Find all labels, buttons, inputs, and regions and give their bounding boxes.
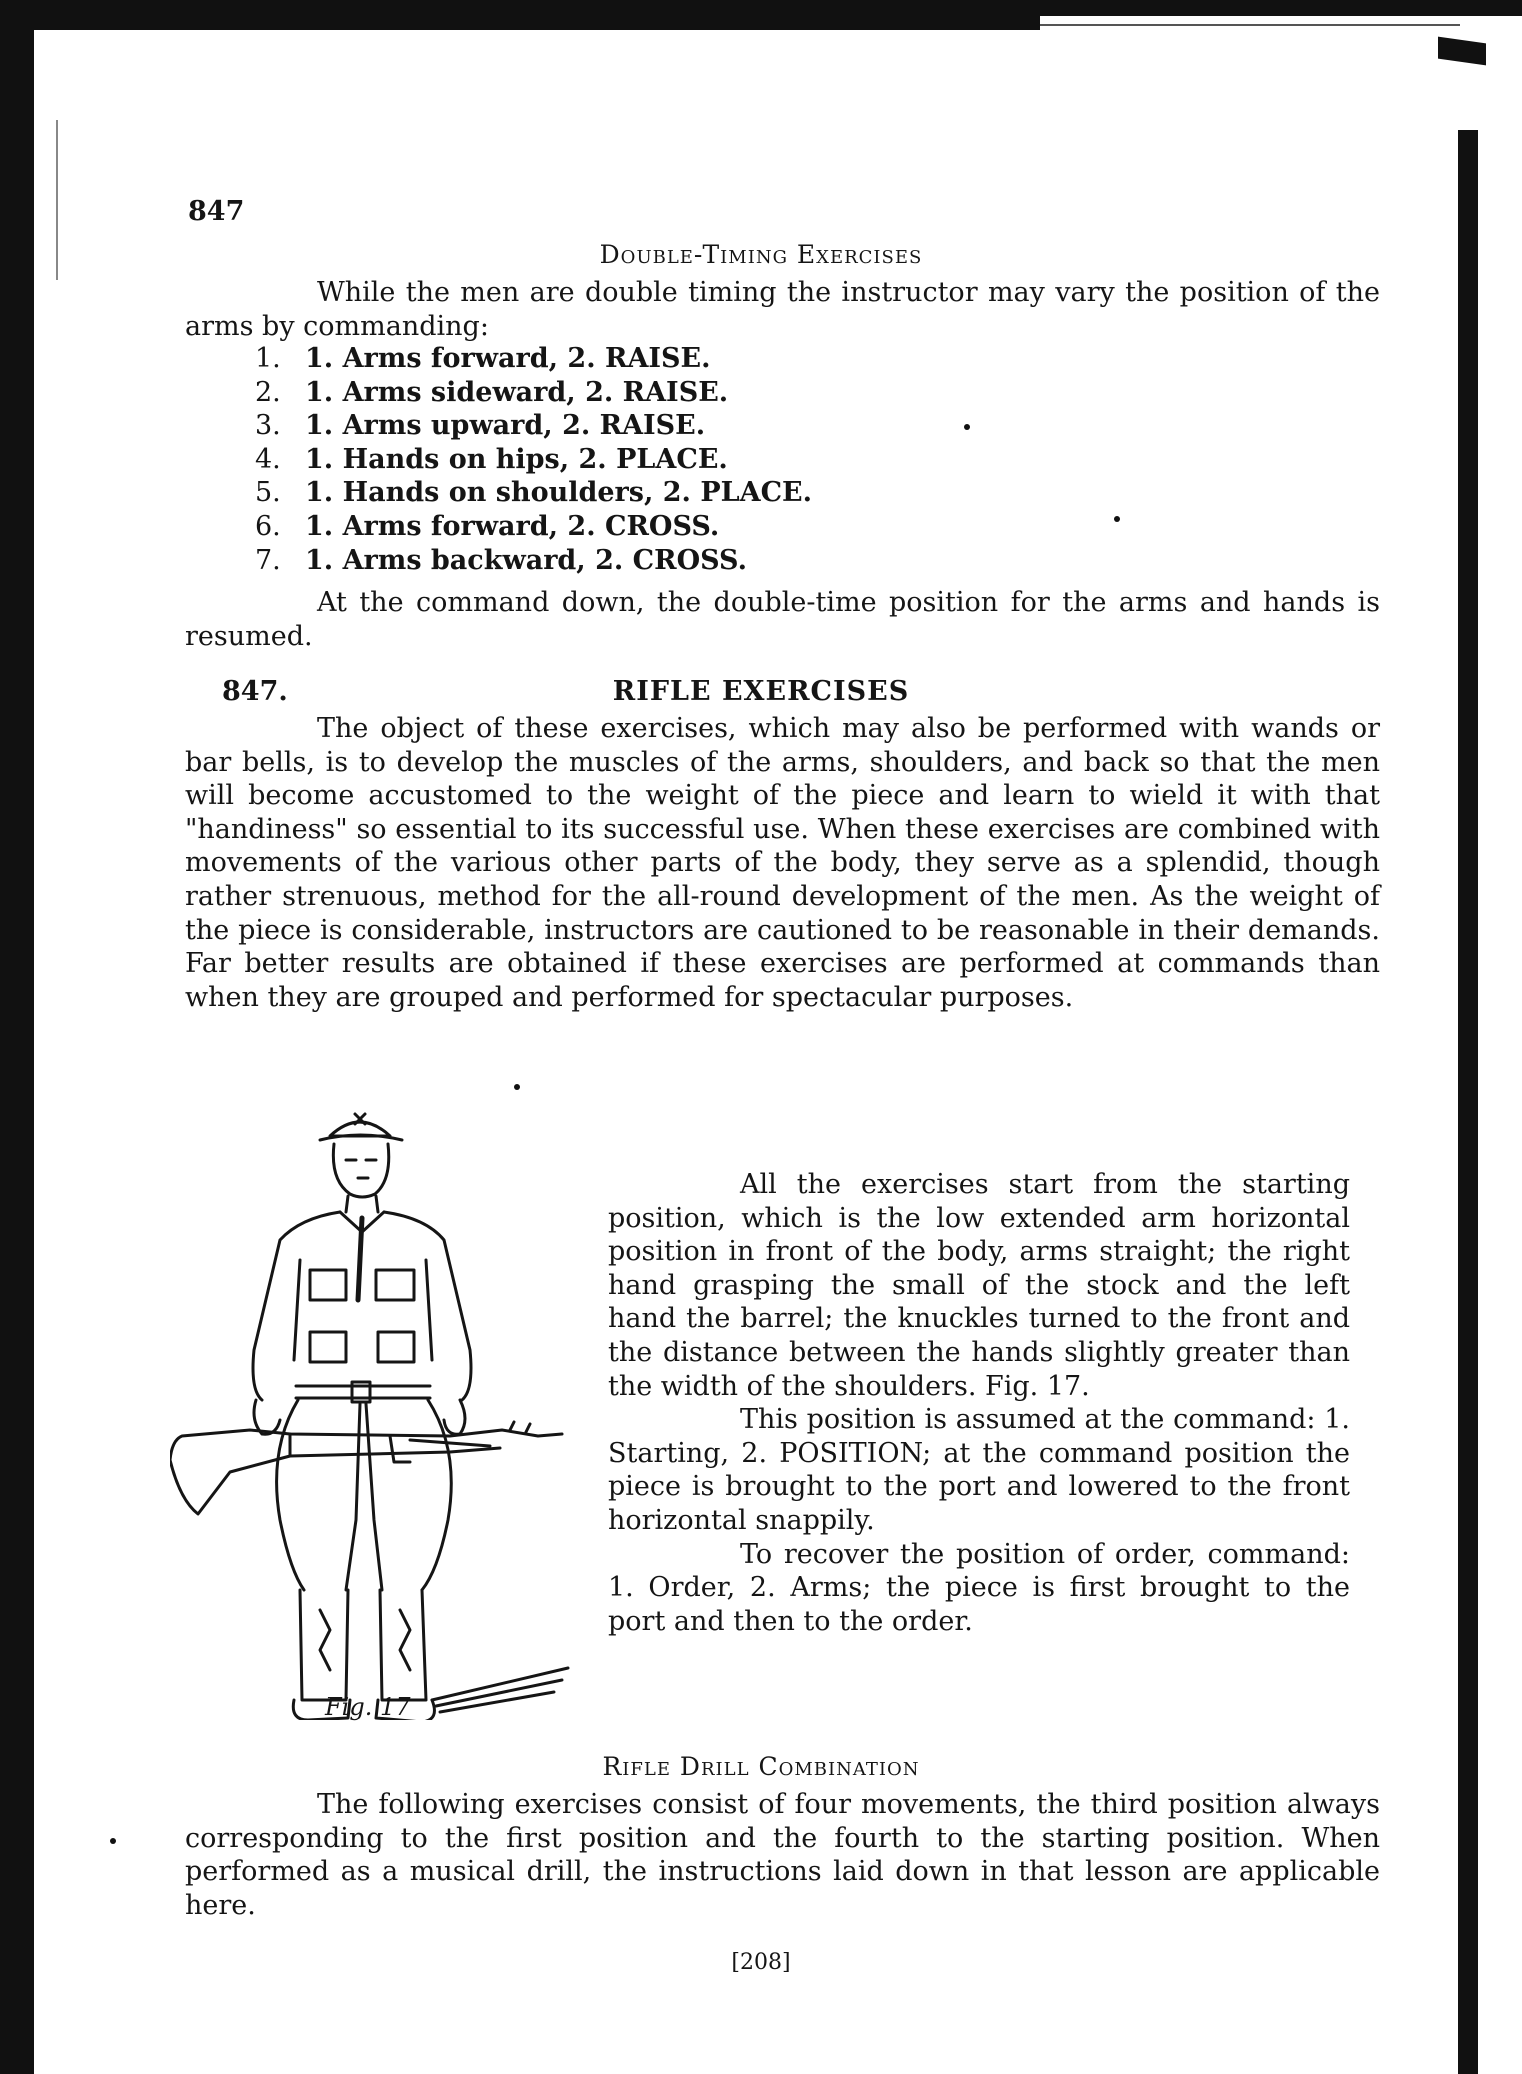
- figure-caption: Fig. 17: [325, 1693, 411, 1721]
- page-number: 847: [188, 196, 245, 227]
- list-item: 7. 1. Arms backward, 2. CROSS.: [255, 544, 747, 576]
- scan-speck: [964, 424, 970, 430]
- double-timing-intro: While the men are double timing the instructor may vary the position of the arms by commanding:: [185, 277, 1380, 342]
- list-item: 4. 1. Hands on hips, 2. PLACE.: [255, 443, 728, 475]
- double-timing-heading: Double-Timing Exercises: [599, 240, 923, 269]
- list-item: 1. 1. Arms forward, 2. RAISE.: [255, 343, 711, 374]
- scan-border-top: [0, 0, 1522, 16]
- double-timing-closing: At the command down, the double-time position for the arms and hands is resumed.: [185, 587, 1380, 652]
- rifle-exercises-paragraph: The object of these exercises, which may also be performed with wands or bar bells, is to develop the muscles of the arms, shoulders, and back so that the men will become accustomed to the weight of the piece and learn to wield it with that "handiness" so essential to its successful use. When these exercises are combined with movements of the various other parts of the body, they serve as a splendid, though rather strenuous, method for the all-round development of the men. As the weight of the piece is considerable, instructors are cautioned to be reasonable in their demands. Far better results are obtained if these exercises are performed at commands than when they are grouped and performed for spectacular purposes.: [185, 713, 1380, 1013]
- scan-speck: [110, 1838, 116, 1844]
- section-number: 847.: [222, 676, 288, 707]
- list-item: 3. 1. Arms upward, 2. RAISE.: [255, 410, 706, 442]
- rifle-drill-heading: Rifle Drill Combination: [602, 1752, 920, 1781]
- scan-border-top-line: [0, 16, 1040, 30]
- list-item: 2. 1. Arms sideward, 2. RAISE.: [255, 376, 729, 408]
- list-item: 6. 1. Arms forward, 2. CROSS.: [255, 510, 720, 542]
- folio: [208]: [731, 1950, 791, 1975]
- rifle-drill-paragraph: The following exercises consist of four movements, the third position always corresponding to the first position and the fourth to the starting position. When performed as a musical drill, the instructions laid down in that lesson are applicable here.: [185, 1789, 1380, 1921]
- scan-speck: [1114, 516, 1120, 522]
- scan-corner-mark: [1438, 37, 1486, 66]
- starting-position-text: All the exercises start from the starting position, which is the low extended arm horizontal position in front of the body, arms straight; the right hand grasping the small of the stock and the left hand the barrel; the knuckles turned to the front and the distance between the hands slightly greater than the width of the shoulders. Fig. 17. This position is assumed at the command: 1. Starting, 2. POSITION; at the command position the piece is brought to the port and lowered to the front horizontal snappily. To recover the position of order, command: 1. Order, 2. Arms; the piece is first brought to the port and then to the order.: [608, 1169, 1350, 1637]
- scan-border-top-thin: [1040, 24, 1460, 26]
- scan-speck: [514, 1084, 520, 1090]
- list-item: 5. 1. Hands on shoulders, 2. PLACE.: [255, 477, 813, 509]
- scan-border-right: [1458, 130, 1478, 2074]
- soldier-rifle-figure: [170, 1100, 570, 1720]
- rifle-exercises-heading: RIFLE EXERCISES: [612, 676, 910, 707]
- exercise-list: [255, 342, 812, 577]
